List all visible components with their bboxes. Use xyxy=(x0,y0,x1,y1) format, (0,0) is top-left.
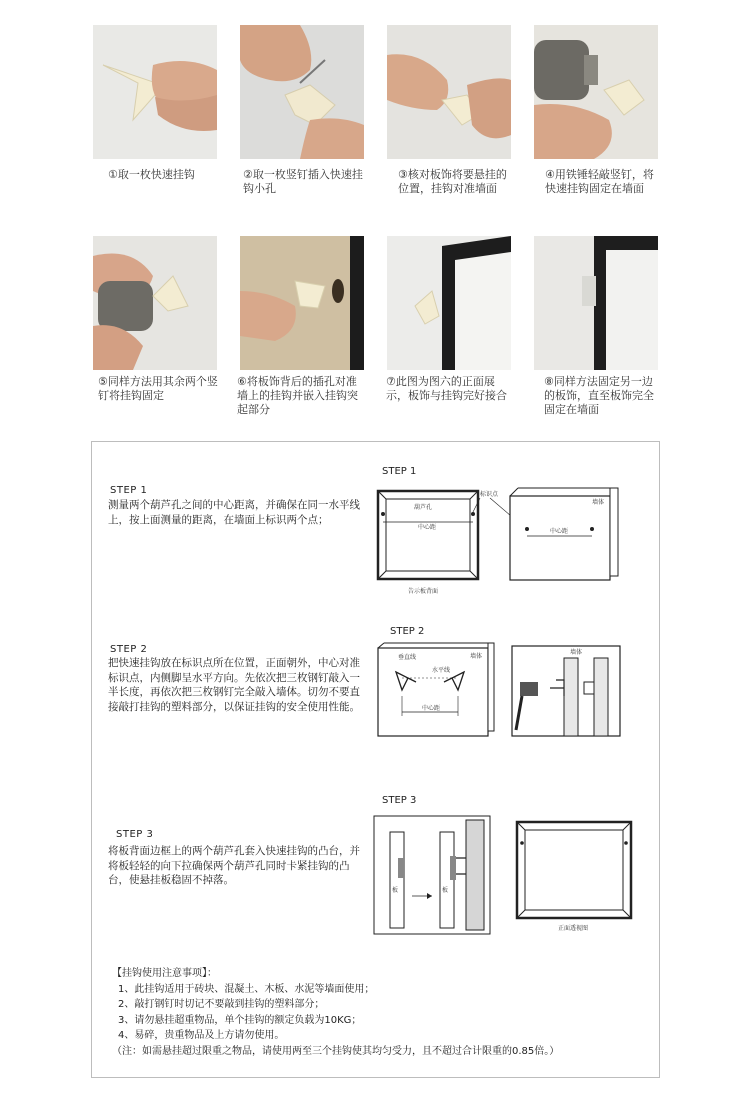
step-3-title: STEP 3 xyxy=(116,829,154,840)
board-label-2: 板 xyxy=(442,887,449,894)
center-distance-label-2: 中心距 xyxy=(550,528,569,535)
notes-heading: 【挂钩使用注意事项】： xyxy=(112,968,217,979)
photo-caption: ⑤同样方法用其余两个竖钉将挂钩固定 xyxy=(98,375,218,402)
notes-footnote: （注：如需悬挂超过限重之物品，请使用两至三个挂钩使其均匀受力，且不超过合计限重的0.85倍。） xyxy=(112,1045,560,1057)
wall-label-2: 墙体 xyxy=(470,653,483,660)
photo-caption: ①取一枚快速挂钩 xyxy=(108,168,195,181)
diagram-step-3-title: STEP 3 xyxy=(382,795,417,806)
photo-caption: ⑧同样方法固定另一边的板饰，直至板饰完全固定在墙面 xyxy=(544,375,654,416)
photo-hook xyxy=(93,25,217,159)
photo-caption: ②取一枚竖钉插入快速挂钩小孔 xyxy=(243,168,363,195)
diagram-step-1-title: STEP 1 xyxy=(382,466,417,477)
wall-label: 墙体 xyxy=(592,499,605,506)
step-3-text: 将板背面边框上的两个葫芦孔套入快速挂钩的凸台，并将板轻轻的向下拉确保两个葫芦孔同时卡紧挂钩的凸台，使悬挂板稳固不掉落。 xyxy=(108,845,360,886)
step-2-text: 把快速挂钩放在标识点所在位置，正面朝外，中心对准标识点，内侧脚呈水平方向。先依次把三枚钢钉敲入一半长度，再依次把三枚钢钉完全敲入墙体。切勿不要直接敲打挂钩的塑料部分，以保证挂钩的安全使用性能。 xyxy=(108,657,360,713)
note-item: 2、敲打钢钉时切记不要敲到挂钩的塑料部分； xyxy=(118,999,325,1010)
front-view-label: 正面透视图 xyxy=(558,925,589,932)
horizontal-line-label: 水平线 xyxy=(432,667,451,674)
photo-fixed-board xyxy=(534,236,658,370)
note-item: 3、请勿悬挂超重物品，单个挂钩的额定负载为10KG； xyxy=(118,1014,362,1026)
wall-label-3: 墙体 xyxy=(570,649,583,656)
photo-align-wall xyxy=(387,25,511,159)
diagram-step-1 xyxy=(370,478,630,600)
photo-caption: ③核对板饰将要悬挂的位置，挂钩对准墙面 xyxy=(398,168,507,195)
photo-caption: ④用铁锤轻敲竖钉，将快速挂钩固定在墙面 xyxy=(545,168,654,195)
photo-caption: ⑦此图为图六的正面展示，板饰与挂钩完好接合 xyxy=(386,375,507,402)
photo-front-view xyxy=(387,236,511,370)
mark-point-label: 标识点 xyxy=(480,491,499,498)
vertical-line-label: 垂直线 xyxy=(398,654,417,661)
note-item: 1、此挂钩适用于砖块、混凝土、木板、水泥等墙面使用； xyxy=(118,983,375,995)
photo-caption: ⑥将板饰背后的插孔对准墙上的挂钩并嵌入挂钩突起部分 xyxy=(237,375,358,416)
photo-insert-nail xyxy=(240,25,364,159)
usage-notes xyxy=(112,966,657,1059)
center-distance-label-3: 中心距 xyxy=(422,705,441,712)
gourd-hole-label: 葫芦孔 xyxy=(414,504,433,511)
diagram-step-3 xyxy=(372,812,644,940)
photo-board-back xyxy=(240,236,364,370)
diagram-step-2 xyxy=(372,640,624,740)
diagram-step-2-title: STEP 2 xyxy=(390,626,425,637)
center-distance-label: 中心距 xyxy=(418,524,437,531)
step-2-title: STEP 2 xyxy=(110,644,148,655)
photo-remaining-nails xyxy=(93,236,217,370)
step-1-title: STEP 1 xyxy=(110,485,148,496)
step-1-text: 测量两个葫芦孔之间的中心距离，并确保在同一水平线上，按上面测量的距离，在墙面上标识两个点； xyxy=(108,499,360,526)
board-label: 板 xyxy=(392,887,399,894)
photo-hammer xyxy=(534,25,658,159)
note-item: 4、易碎，贵重物品及上方请勿使用。 xyxy=(118,1030,285,1041)
board-back-label: 告示板背面 xyxy=(408,588,439,595)
